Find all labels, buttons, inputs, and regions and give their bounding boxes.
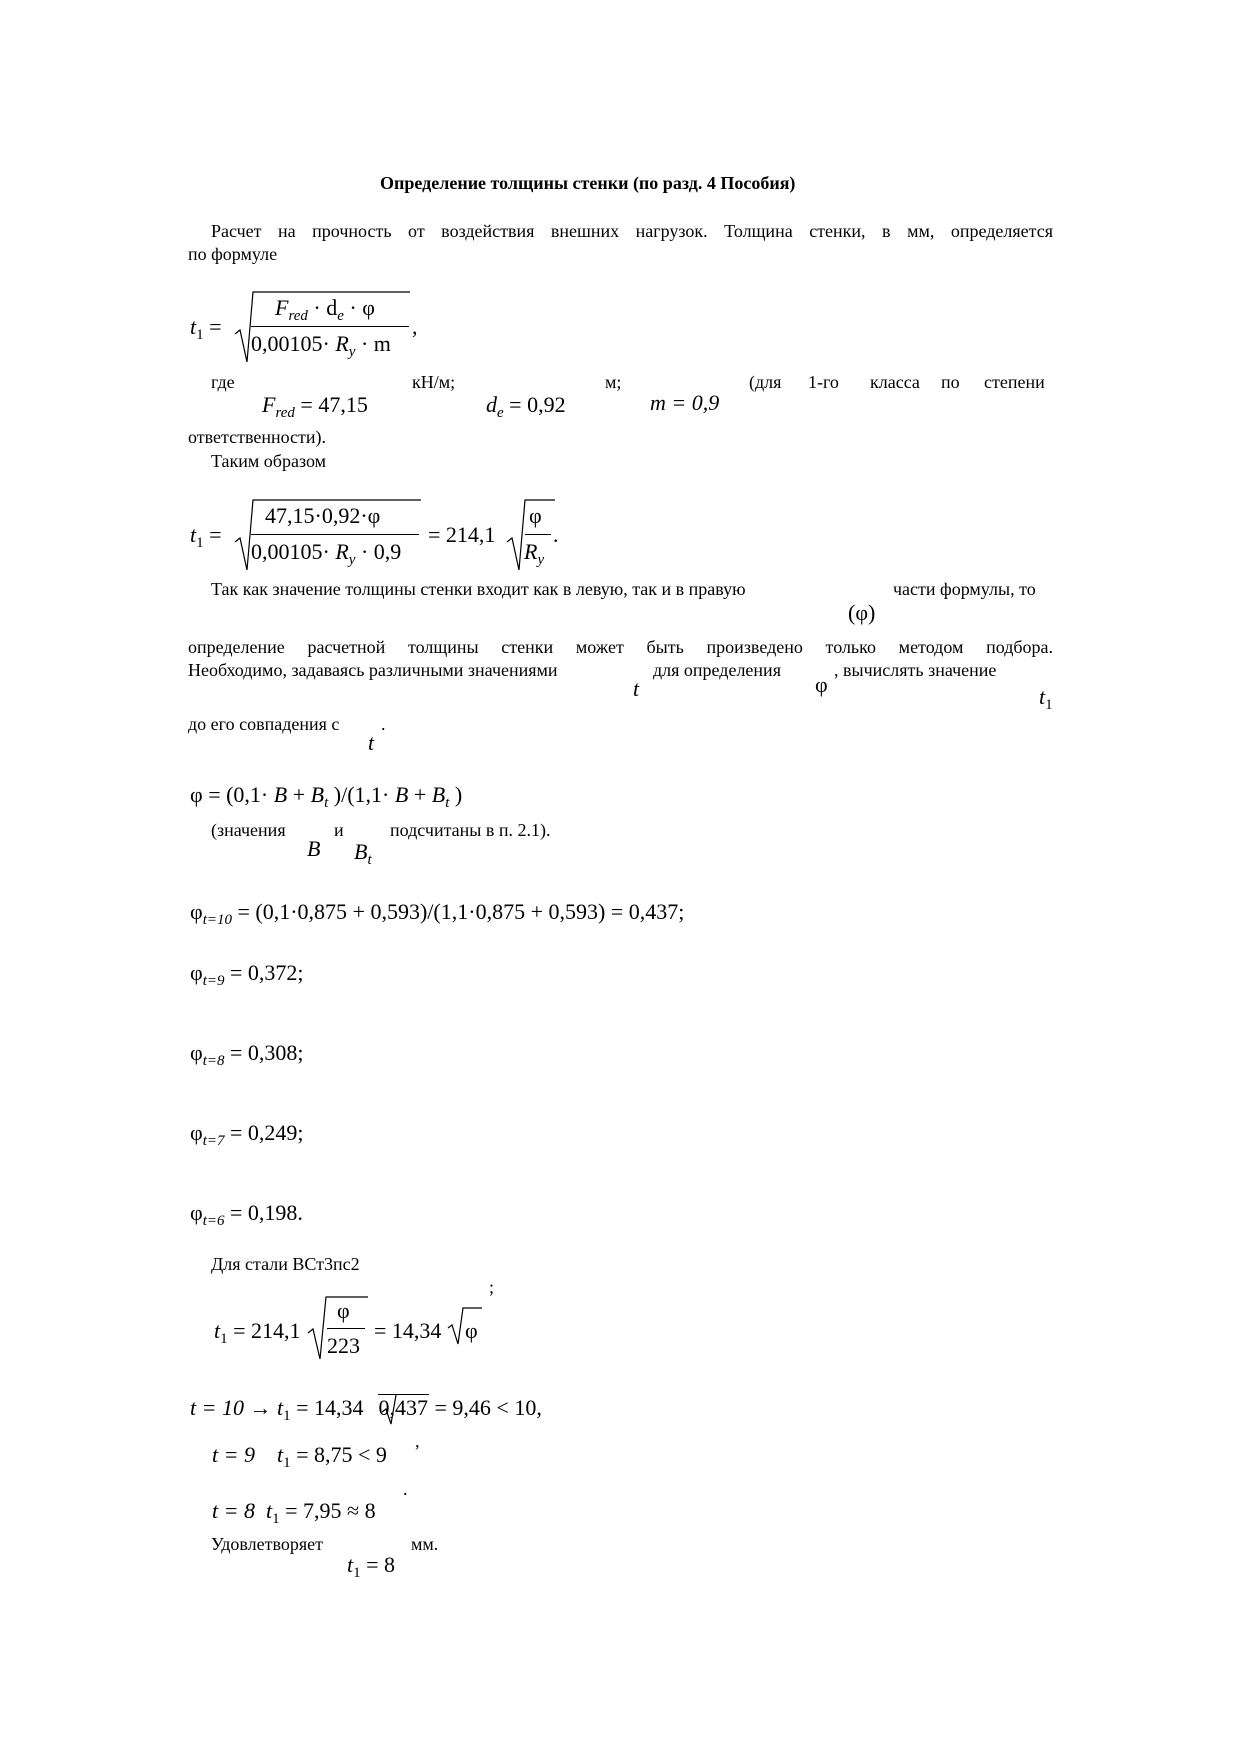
para2-line3-c: , вычислять значение — [834, 660, 997, 680]
para2-line1-left: Так как значение толщины стенки входит как в левую, так и в правую — [211, 579, 746, 599]
phi-value-t6: $\varphi_{t=6} = 0,198$. — [190, 1200, 303, 1229]
phi-value-t7: $\varphi_{t=7} = 0,249$; — [190, 1120, 304, 1149]
fraction-bar — [327, 1328, 365, 1329]
intro-line-1: Расчет на прочность от воздействия внешних нагрузок. Толщина стенки, в мм, определяется — [211, 221, 1053, 241]
steel-semicolon: ; — [489, 1277, 495, 1297]
param-tail-line2: ответственности). — [188, 427, 327, 447]
param-unit-m: м; — [605, 372, 622, 392]
formula-denominator: $0,00105\cdot R_y \cdot m$ — [251, 331, 391, 360]
values-note-c: подсчитаны в п. 2.1). — [390, 820, 551, 840]
phi-value-t8: $\varphi_{t=8} = 0,308$; — [190, 1040, 304, 1069]
param-tail-5: степени — [984, 372, 1045, 392]
fraction-bar — [251, 534, 419, 535]
para2-line3-a: Необходимо, задаваясь различными значениями — [188, 660, 558, 680]
phi-paren: (φ) — [848, 600, 876, 625]
iteration-mark: , — [415, 1431, 420, 1451]
fraction-bar — [251, 326, 409, 327]
var-t1: $t_1$ — [1039, 684, 1053, 713]
param-tail-3: класса — [870, 372, 920, 392]
iteration-t8: t = 8 $t_1 = 7,95 \approx 8$ — [212, 1498, 376, 1527]
para2-line1-right: части формулы, то — [893, 579, 1036, 599]
formula-denominator: $0,00105\cdot R_y \cdot 0,9$ — [251, 539, 402, 568]
steel-label: Для стали ВСт3пс2 — [211, 1254, 360, 1274]
var-t: t — [633, 676, 640, 701]
intro-line-2: по формуле — [188, 244, 278, 264]
page-title: Определение толщины стенки (по разд. 4 Пособия) — [380, 173, 796, 193]
phi-value-t10: $\varphi_{t=10} = (0,1\cdot 0,875 + 0,593)/(1,1\cdot 0,875 + 0,593) = 0,437$; — [190, 899, 685, 928]
param-tail-4: по — [941, 372, 960, 392]
result-value: $t_1 = 8$ — [347, 1552, 396, 1581]
para2-line3-b: для определения — [653, 660, 781, 680]
para2-line4: до его совпадения с — [188, 714, 340, 734]
iteration-mark: . — [403, 1479, 408, 1499]
param-F: $F_{red} = 47,15$ — [262, 392, 368, 421]
fraction-bar — [525, 534, 551, 535]
values-note-a: (значения — [211, 820, 286, 840]
phi-value-t9: $\varphi_{t=9} = 0,372$; — [190, 960, 304, 989]
para2-line2: определение расчетной толщины стенки может быть произведено только методом подбора. — [188, 637, 1053, 657]
radical-sign — [382, 1394, 398, 1426]
result-unit: мм. — [411, 1534, 439, 1554]
param-unit-kn: кН/м; — [412, 372, 456, 392]
formula-numerator: 47,15·0,92·φ — [265, 503, 381, 528]
param-d: $d_e = 0,92$ — [486, 392, 566, 421]
iteration-t9: t = 9 $t_1 = 8,75 < 9$ — [212, 1442, 387, 1471]
result-label: Удовлетворяет — [211, 1534, 323, 1554]
formula-numerator: $F_{red} \cdot d_e \cdot \varphi$ — [275, 295, 375, 324]
var-phi: φ — [815, 672, 828, 697]
thus-text: Таким образом — [211, 451, 327, 471]
var-Bt: $B_t$ — [354, 839, 372, 868]
var-t: t — [368, 730, 375, 755]
para2-line4-end: . — [381, 714, 386, 734]
param-tail-2: 1-го — [808, 372, 839, 392]
iteration-t10: $t = 10 \to t_1 = 14,34$ 0,437 = 9,46 < 10, — [190, 1395, 542, 1424]
param-where: где — [211, 372, 235, 392]
var-B: B — [307, 836, 321, 861]
param-m: m = 0,9 — [650, 390, 720, 415]
phi-formula: $\varphi = (0,1\cdot B + B_t$ )$/(1,1\cdot B + B_t$ ) — [190, 782, 463, 811]
values-note-b: и — [334, 820, 344, 840]
param-tail-1: (для — [749, 372, 782, 392]
